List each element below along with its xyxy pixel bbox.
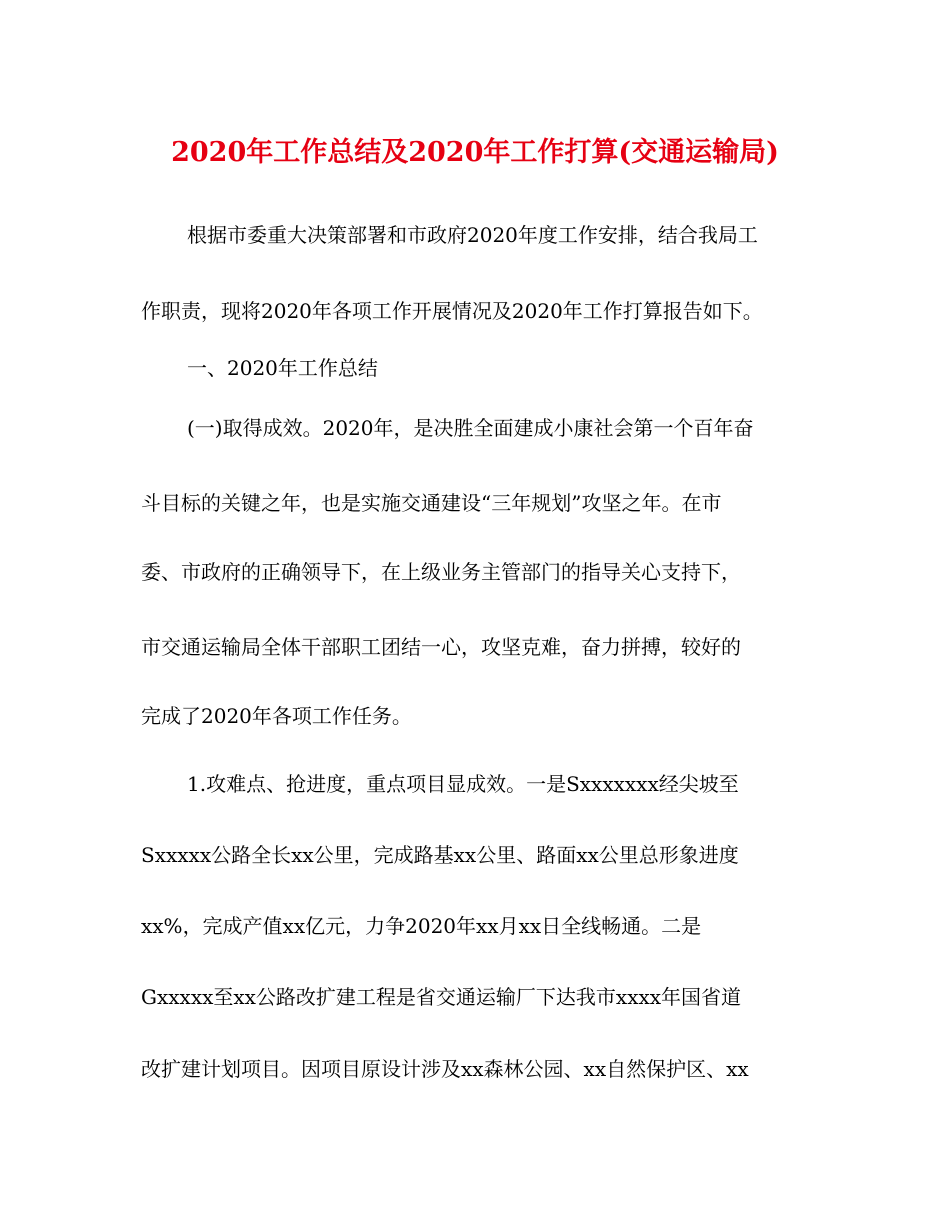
paragraph-line: 完成了2020年各项工作任务。: [141, 704, 412, 728]
paragraph-line: 改扩建计划项目。因项目原设计涉及xx森林公园、xx自然保护区、xx: [141, 1057, 749, 1081]
paragraph-line: 1.攻难点、抢进度，重点项目显成效。一是Sxxxxxxx经尖坡至: [187, 772, 739, 796]
paragraph-line: 作职责，现将2020年各项工作开展情况及2020年工作打算报告如下。: [141, 299, 763, 323]
paragraph-line: 市交通运输局全体干部职工团结一心，攻坚克难，奋力拼搏，较好的: [141, 635, 741, 659]
paragraph-line: xx%，完成产值xx亿元，力争2020年xx月xx日全线畅通。二是: [141, 914, 702, 938]
paragraph-line: Gxxxxx至xx公路改扩建工程是省交通运输厂下达我市xxxx年国省道: [141, 985, 742, 1009]
paragraph-line: (一)取得成效。2020年，是决胜全面建成小康社会第一个百年奋: [187, 416, 754, 440]
paragraph-line: Sxxxxx公路全长xx公里，完成路基xx公里、路面xx公里总形象进度: [141, 843, 739, 867]
paragraph-line: 斗目标的关键之年，也是实施交通建设“三年规划”攻坚之年。在市: [141, 491, 722, 515]
document-title: 2020年工作总结及2020年工作打算(交通运输局): [171, 137, 779, 168]
paragraph-line: 根据市委重大决策部署和市政府2020年度工作安排，结合我局工: [187, 223, 758, 247]
paragraph-line: 委、市政府的正确领导下，在上级业务主管部门的指导关心支持下，: [141, 560, 741, 584]
section-heading: 一、2020年工作总结: [187, 356, 378, 380]
